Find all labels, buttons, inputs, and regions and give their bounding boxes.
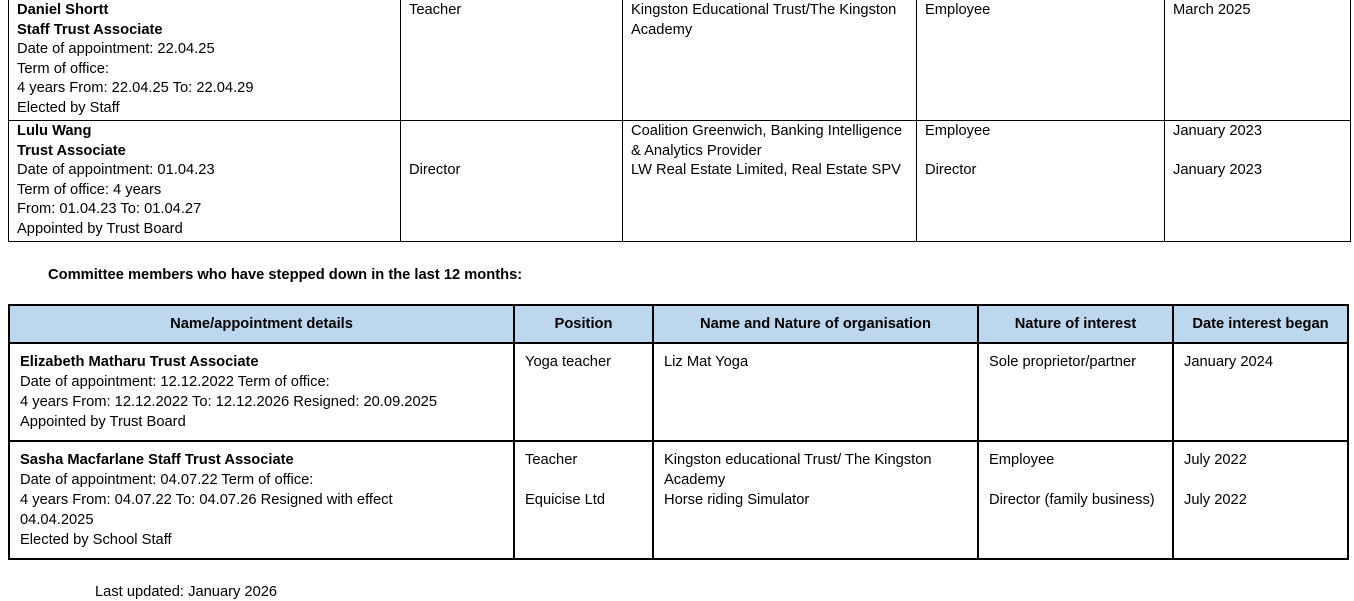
cell-line: [925, 142, 1156, 162]
organisation-cell: [653, 441, 978, 559]
cell-line: July 2022: [1184, 492, 1247, 508]
cell-line: Lulu Wang: [17, 123, 92, 139]
column-header-name-details: Name/appointment details: [9, 305, 514, 343]
name-details-cell: [9, 441, 514, 559]
position-cell: [514, 441, 653, 559]
name-details-cell: [9, 343, 514, 441]
cell-line: January 2023: [1173, 123, 1263, 139]
table-row: [9, 441, 1348, 559]
cell-line: Elected by Staff: [17, 99, 120, 116]
cell-line: 04.04.2025: [20, 512, 94, 528]
table-row: [9, 0, 1351, 121]
cell-line: Teacher: [525, 452, 578, 468]
column-header-organisation: Name and Nature of organisation: [653, 305, 978, 343]
column-header-date-began: Date interest began: [1173, 305, 1348, 343]
interest-cell: [978, 343, 1173, 441]
position-cell: [401, 121, 623, 242]
cell-line: Liz Mat Yoga: [664, 354, 749, 370]
stepped-down-table: [8, 304, 1349, 560]
position-cell: [514, 343, 653, 441]
cell-line: 4 years From: 04.07.22 To: 04.07.26 Resigned with effect: [20, 492, 393, 508]
cell-line: Director: [925, 162, 977, 178]
cell-line: July 2022: [1184, 452, 1247, 468]
cell-line: Kingston Educational Trust/The Kingston Academy: [631, 2, 897, 38]
organisation-cell: [623, 121, 917, 242]
cell-line: [1184, 470, 1339, 490]
cell-line: Date of appointment: 01.04.23: [17, 162, 215, 178]
cell-line: Sole proprietor/partner: [989, 354, 1136, 370]
cell-line: Trust Associate: [17, 142, 126, 159]
cell-line: Date of appointment: 12.12.2022 Term of office:: [20, 374, 330, 390]
cell-line: [409, 142, 614, 162]
cell-line: LW Real Estate Limited, Real Estate SPV: [631, 162, 901, 178]
cell-line: Appointed by Trust Board: [20, 414, 186, 430]
cell-line: March 2025: [1173, 2, 1251, 18]
cell-line: January 2023: [1173, 162, 1263, 178]
cell-line: Horse riding Simulator: [664, 492, 810, 508]
cell-line: Kingston educational Trust/ The Kingston Academy: [664, 452, 932, 488]
column-header-position: Position: [514, 305, 653, 343]
cell-line: [1173, 142, 1342, 162]
date-began-cell: [1173, 441, 1348, 559]
name-details-cell: [9, 121, 401, 242]
interest-cell: [917, 0, 1165, 121]
cell-line: Equicise Ltd: [525, 492, 606, 508]
cell-line: 4 years From: 12.12.2022 To: 12.12.2026 Resigned: 20.09.2025: [20, 394, 437, 410]
date-began-cell: [1173, 343, 1348, 441]
cell-line: Appointed by Trust Board: [17, 220, 183, 237]
cell-line: Employee: [989, 452, 1055, 468]
date-began-cell: [1165, 121, 1351, 242]
cell-line: Employee: [925, 123, 991, 139]
cell-line: Date of appointment: 22.04.25: [17, 41, 215, 57]
date-began-cell: [1165, 0, 1351, 121]
cell-line: Coalition Greenwich, Banking Intelligence & Analytics Provider: [631, 123, 903, 159]
cell-line: Director (family business): [989, 492, 1155, 508]
cell-line: 4 years From: 22.04.25 To: 22.04.29: [17, 80, 254, 96]
cell-line: Director: [409, 162, 461, 178]
cell-line: From: 01.04.23 To: 01.04.27: [17, 201, 202, 217]
cell-line: Teacher: [409, 2, 462, 18]
table-row: [9, 343, 1348, 441]
cell-line: Elizabeth Matharu Trust Associate: [20, 354, 259, 370]
organisation-cell: [623, 0, 917, 121]
cell-line: Yoga teacher: [525, 354, 612, 370]
cell-line: [525, 470, 644, 490]
cell-line: January 2024: [1184, 354, 1274, 370]
cell-line: Term of office:: [17, 60, 109, 77]
interest-cell: [978, 441, 1173, 559]
last-updated-text: Last updated: January 2026: [95, 584, 278, 600]
organisation-cell: [653, 343, 978, 441]
cell-line: Employee: [925, 2, 991, 18]
table-row: [9, 121, 1351, 242]
interest-cell: [917, 121, 1165, 242]
section-heading: Committee members who have stepped down in the last 12 months:: [48, 267, 523, 283]
cell-line: [989, 470, 1164, 490]
name-details-cell: [9, 0, 401, 121]
cell-line: Staff Trust Associate: [17, 21, 163, 38]
cell-line: Elected by School Staff: [20, 532, 172, 548]
cell-line: Sasha Macfarlane Staff Trust Associate: [20, 452, 294, 468]
table-header-row: [9, 305, 1348, 343]
cell-line: Term of office: 4 years: [17, 181, 162, 198]
position-cell: [401, 0, 623, 121]
cell-line: [409, 122, 614, 142]
register-of-interests-table: [8, 0, 1351, 242]
cell-line: Date of appointment: 04.07.22 Term of office:: [20, 472, 314, 488]
cell-line: Daniel Shortt: [17, 2, 109, 18]
column-header-interest: Nature of interest: [978, 305, 1173, 343]
